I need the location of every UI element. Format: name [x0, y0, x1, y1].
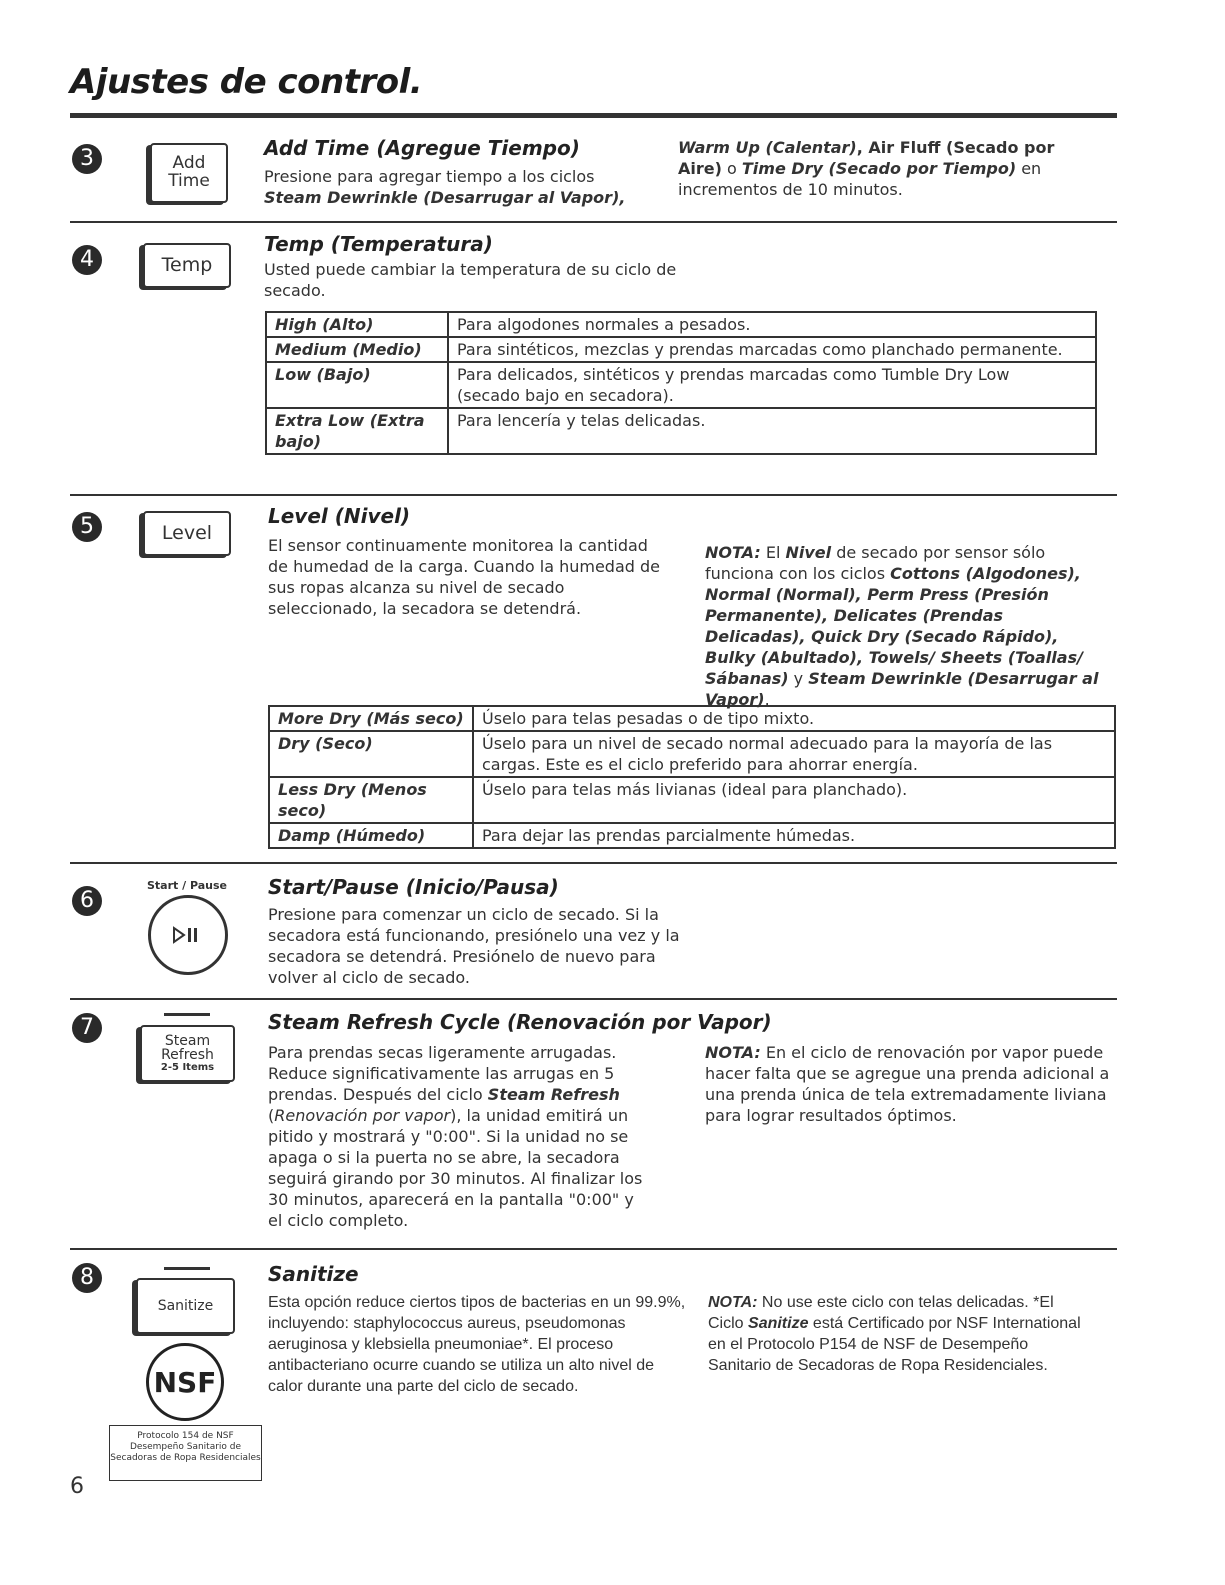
level-note-text-b: Nivel: [785, 543, 832, 562]
table-row: [266, 312, 1096, 337]
steam-refresh-text-e: ), la unidad emitirá un pitido y mostrará y "0:00". Si la unidad no se apaga o si la puerta no se abre, la secadora seguirá girando por 30 minutos. Al finalizar los 30 minutos, aparecerá en la pantalla "0:00" y el ciclo completo.: [268, 1106, 643, 1230]
temp-heading: Temp (Temperatura): [264, 232, 493, 256]
level-table: [268, 705, 1116, 849]
section-number-3: 3: [72, 144, 102, 174]
section-number-4: 4: [72, 245, 102, 275]
temp-option-desc: Para lencería y telas delicadas.: [448, 408, 1096, 454]
level-option-desc: Úselo para un nivel de secado normal adecuado para la mayoría de las cargas. Este es el ciclo preferido para ahorrar energía.: [473, 731, 1115, 777]
level-button-icon: Level: [143, 511, 231, 556]
play-pause-icon: [171, 925, 205, 945]
add-time-text-right: [678, 137, 1078, 200]
sanitize-note-text-a: No use este ciclo con telas delicadas. *El Ciclo: [708, 1294, 1054, 1332]
level-option-name: Damp (Húmedo): [269, 823, 473, 848]
sanitize-indicator: [164, 1267, 210, 1270]
sanitize-heading: Sanitize: [268, 1262, 359, 1286]
steam-refresh-text: [268, 1042, 653, 1231]
temp-option-name: Extra Low (Extra bajo): [266, 408, 448, 454]
add-time-increments: en incrementos de 10 minutos.: [678, 159, 1042, 199]
temp-table: [265, 311, 1097, 455]
steam-refresh-text-c: (: [268, 1106, 275, 1125]
level-heading: Level (Nivel): [268, 504, 411, 528]
temp-option-desc: Para algodones normales a pesados.: [448, 312, 1096, 337]
add-time-text: [264, 166, 654, 208]
level-option-desc: Úselo para telas más livianas (ideal para planchado).: [473, 777, 1115, 823]
temp-text: Usted puede cambiar la temperatura de su ciclo de secado.: [264, 260, 677, 300]
level-note-text-e: y: [788, 669, 809, 688]
level-note-steam: Steam Dewrinkle (Desarrugar al Vapor): [705, 669, 1099, 709]
sanitize-note-label: NOTA:: [708, 1294, 758, 1311]
level-option-name: Less Dry (Menos seco): [269, 777, 473, 823]
table-row: [266, 408, 1096, 454]
table-row: [269, 731, 1115, 777]
add-time-button-line2: Time: [168, 171, 210, 191]
start-pause-text: Presione para comenzar un ciclo de secado. Si la secadora está funcionando, presiónelo una vez y la secadora se detendrá. Presiónelo de nuevo para volver al ciclo de secado.: [268, 905, 680, 987]
table-row: [269, 823, 1115, 848]
level-text: El sensor continuamente monitorea la cantidad de humedad de la carga. Cuando la humedad de sus ropas alcanza su nivel de secado seleccionado, la secadora se detendrá.: [268, 536, 660, 618]
page-title: Ajustes de control.: [70, 62, 423, 102]
nsf-protocol-box: Protocolo 154 de NSF Desempeño Sanitario de Secadoras de Ropa Residenciales: [109, 1425, 262, 1481]
add-time-or: o: [721, 159, 742, 178]
steam-refresh-text-a: Para prendas secas ligeramente arrugadas. Reduce significativamente las arrugas en 5 prendas. Después del ciclo: [268, 1043, 617, 1104]
level-option-name: More Dry (Más seco): [269, 706, 473, 731]
page-number: 6: [70, 1474, 84, 1499]
add-time-button-icon: [150, 143, 228, 203]
temp-option-name: High (Alto): [266, 312, 448, 337]
table-row: [269, 777, 1115, 823]
add-time-heading: Add Time (Agregue Tiempo): [264, 136, 580, 160]
start-pause-heading: Start/Pause (Inicio/Pausa): [268, 875, 559, 899]
steam-refresh-note: [705, 1042, 1115, 1126]
start-pause-label: Start / Pause: [147, 879, 227, 892]
nsf-logo: [146, 1343, 224, 1421]
section-number-6: 6: [72, 886, 102, 916]
level-note-text-a: El: [760, 543, 786, 562]
warm-up-label: Warm Up (Calentar): [678, 138, 857, 157]
air-fluff-label: , Air Fluff (Secado por Aire): [678, 138, 1055, 178]
steam-refresh-line3: 2-5 Items: [160, 1061, 215, 1073]
steam-refresh-button-icon: [140, 1025, 235, 1082]
table-row: [269, 706, 1115, 731]
add-time-text-2: Steam Dewrinkle (Desarrugar al Vapor),: [264, 188, 626, 207]
steam-refresh-indicator: [164, 1013, 210, 1016]
steam-refresh-heading: Steam Refresh Cycle (Renovación por Vapor): [268, 1010, 772, 1034]
level-note-label: NOTA:: [705, 543, 761, 562]
start-pause-button-icon: [148, 895, 228, 975]
steam-refresh-note-label: NOTA:: [705, 1043, 761, 1062]
divider-7: [70, 1248, 1117, 1250]
temp-option-name: Low (Bajo): [266, 362, 448, 408]
level-note-end: .: [764, 690, 770, 709]
level-note-cycles: Cottons (Algodones), Normal (Normal), Perm Press (Presión Permanente), Delicates (Prendas Delicadas), Quick Dry (Secado Rápido), Bulky (Abultado), Towels/ Sheets (Toallas/ Sábanas): [705, 564, 1083, 688]
time-dry-label: Time Dry (Secado por Tiempo): [741, 159, 1017, 178]
add-time-text-1: Presione para agregar tiempo a los ciclos: [264, 167, 595, 186]
temp-option-desc: Para sintéticos, mezclas y prendas marcadas como planchado permanente.: [448, 337, 1096, 362]
level-option-desc: Úselo para telas pesadas o de tipo mixto.: [473, 706, 1115, 731]
level-option-desc: Para dejar las prendas parcialmente húmedas.: [473, 823, 1115, 848]
section-number-8: 8: [72, 1263, 102, 1293]
level-option-name: Dry (Seco): [269, 731, 473, 777]
title-rule: [70, 113, 1117, 118]
nsf-logo-text: NSF: [153, 1365, 217, 1399]
level-note: [705, 542, 1105, 710]
temp-option-desc: Para delicados, sintéticos y prendas marcadas como Tumble Dry Low (secado bajo en secadora).: [448, 362, 1096, 408]
section-number-5: 5: [72, 512, 102, 542]
level-note-text-c: de secado por sensor sólo funciona con los ciclos: [705, 543, 1046, 583]
divider-4: [70, 494, 1117, 496]
sanitize-note: [708, 1292, 1088, 1376]
sanitize-note-text-b: Sanitize: [748, 1315, 809, 1332]
divider-5: [70, 862, 1117, 864]
sanitize-text: Esta opción reduce ciertos tipos de bacterias en un 99.9%, incluyendo: staphylococcus aureus, pseudomonas aeruginosa y klebsiella pneumoniae*. El proceso antibacteriano ocurre cuando se utiliza un alto nivel de calor durante una parte del ciclo de secado.: [268, 1294, 686, 1395]
temp-button-icon: Temp: [143, 243, 231, 288]
add-time-button-line1: Add: [172, 153, 206, 174]
sanitize-button-icon: Sanitize: [136, 1278, 235, 1334]
steam-refresh-note-text: En el ciclo de renovación por vapor puede hacer falta que se agregue una prenda adicional a una prenda única de tela extremadamente liviana para lograr resultados óptimos.: [705, 1043, 1110, 1125]
divider-6: [70, 998, 1117, 1000]
sanitize-note-text-c: está Certificado por NSF International en el Protocolo P154 de NSF de Desempeño Sanitario de Secadoras de Ropa Residenciales.: [708, 1315, 1081, 1374]
temp-option-name: Medium (Medio): [266, 337, 448, 362]
section-number-7: 7: [72, 1013, 102, 1043]
steam-refresh-line2: Refresh: [161, 1047, 214, 1064]
steam-refresh-line1: Steam: [164, 1032, 211, 1049]
table-row: [266, 362, 1096, 408]
divider-3: [70, 221, 1117, 223]
steam-refresh-text-b: Steam Refresh: [487, 1085, 620, 1104]
table-row: [266, 337, 1096, 362]
steam-refresh-text-d: Renovación por vapor: [274, 1106, 451, 1125]
